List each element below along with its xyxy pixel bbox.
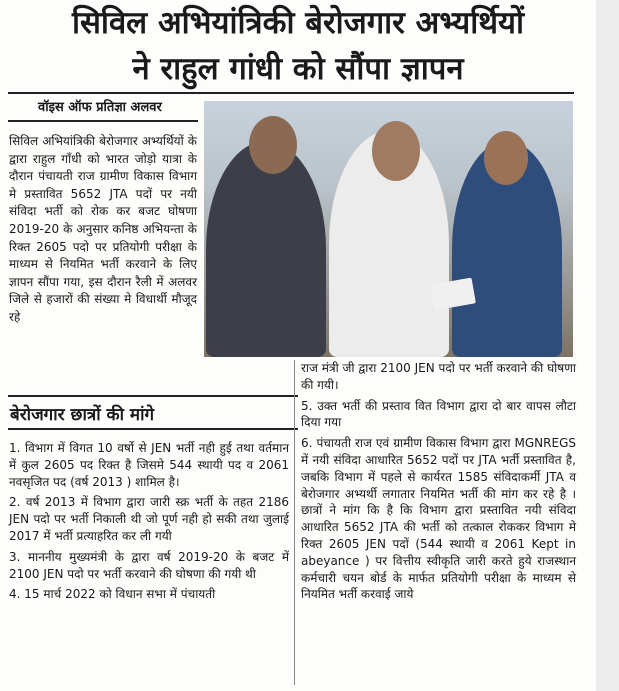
demands-right-column (301, 360, 576, 607)
news-photo (204, 101, 573, 357)
photo-face-left (249, 116, 297, 174)
demands-heading: बेरोजगार छात्रों की मांगे (10, 405, 155, 425)
headline-line-2: ने राहुल गांधी को सौंपा ज्ञापन (132, 51, 464, 87)
demand-item: 5. उक्त भर्ती की प्रस्ताव वित विभाग द्वारा दो बार वापस लौटा दिया गया (301, 398, 576, 430)
demands-heading-rule (8, 428, 298, 430)
demand-item: 2. वर्ष 2013 में विभाग द्वारा जारी स्क्र भर्ती के तहत 2186 JEN पदो पर भर्ती निकाली थी जो पूर्ण नही हो सकी तथा जुलाई 2017 में भर्ती प्रत्याहरित कर ली गयी (9, 495, 289, 543)
page-edge (596, 0, 619, 691)
headline-line-1: सिविल अभियांत्रिकी बेरोजगार अभ्यर्थियों (71, 5, 525, 41)
vertical-divider (294, 360, 295, 685)
photo-face-right (484, 131, 528, 185)
demand-item: 6. पंचायती राज एवं ग्रामीण विकास विभाग द्वारा MGNREGS में नयी संविदा आधारित 5652 पदों पर JTA भर्ती प्रस्तावित है, जबकि विभाग में पहले से कार्यरत 1585 संविदाकर्मी JTA व बेरोजगार अभ्यर्थी लगातार नियमित भर्ती की मांग कर रहे है । छात्रों ने मांग कि है कि विभाग द्वारा प्रस्तावित नयी संविदा आधारित 5652 JTA की भर्ती को तत्काल रोककर विभाग मे रिक्त 2605 JEN पदों (544 स्थायी व 2061 Kept in abeyance ) पर वित्तीय स्वीकृति जारी करते हुये राजस्थान कर्मचारी चयन बोर्ड के मार्फत प्रतियोगी परीक्षा के माध्यम से नियमित भर्ती करवाई जाये (301, 436, 576, 602)
photo-person-left (206, 141, 326, 357)
column-rule (8, 395, 298, 397)
demand-item: 3. माननीय मुख्यमंत्री के द्वारा वर्ष 2019-20 के बजट में 2100 JEN पदो पर भर्ती करवाने की घोषणा की गयी थी (9, 549, 289, 581)
byline-rule (8, 120, 198, 122)
photo-face-center (372, 121, 420, 181)
demand-item: राज मंत्री जी द्वारा 2100 JEN पदो पर भर्ती करवाने की घोषणा की गयी। (301, 361, 576, 392)
headline-rule (8, 92, 574, 94)
intro-paragraph (9, 133, 197, 327)
byline: वॉइस ऑफ प्रतिज्ञा अलवर (38, 100, 162, 115)
intro-text: सिविल अभियांत्रिकी बेरोजगार अभ्यर्थियों के द्वारा राहुल गाँधी को भारत जोड़ो यात्रा के दौरान पंचायती राज ग्रामीण विकास विभाग मे प्रस्तावित 5652 JTA पदों पर नयी संविदा भर्ती को रोक कर बजट घोषणा 2019-20 के अनुसार कनिष्ठ अभियन्ता के रिक्त 2605 पदो पर प्रतियोगी परीक्षा के माध्यम से नियमित भर्ती करवाने के लिए ज्ञापन सौंपा गया, इस दौरान रैली में अलवर जिले से हजारों की संख्या मे विधार्थी मौजूद रहे (9, 134, 197, 324)
demands-left-column (9, 440, 289, 607)
demand-item: 1. विभाग में विगत 10 वर्षो से JEN भर्ती नही हुई तथा वर्तमान में कुल 2605 पद रिक्त है जिसमे 544 स्थायी पद व 2061 नवसृजित पद (वर्ष 2013 ) शामिल है। (9, 441, 289, 489)
demand-item: 4. 15 मार्च 2022 को विधान सभा में पंचायती (9, 587, 216, 602)
